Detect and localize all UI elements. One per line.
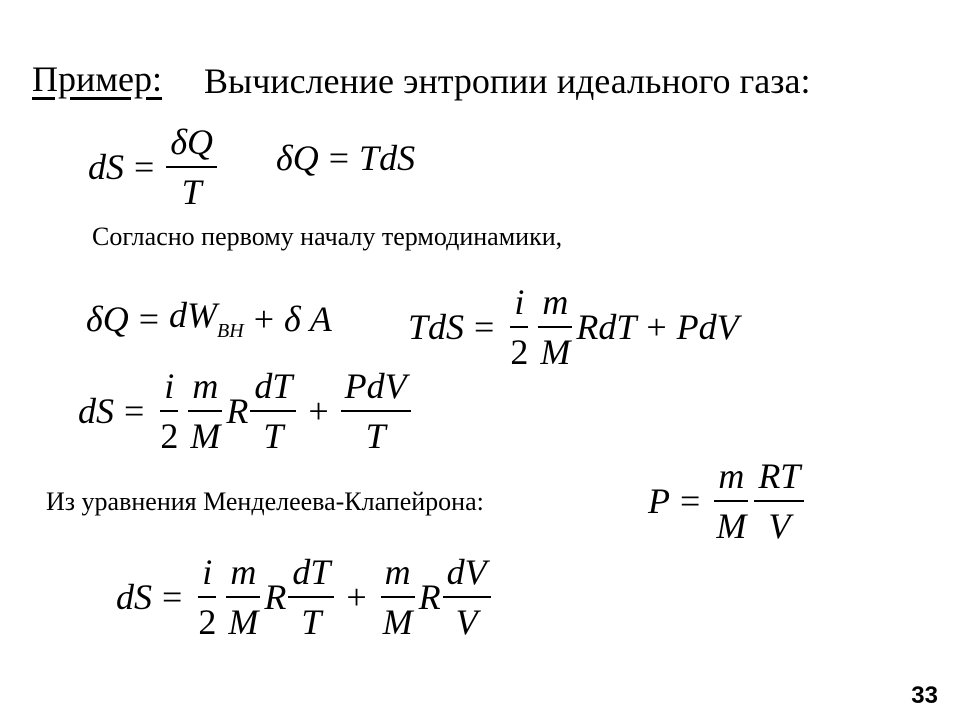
formula-ds-expanded: dS = $\frac{i}{2}$ $\frac{m}{M}$ R $\frac{dT}{T}$ + $\frac{\text{PdV}}{T}$ [78,362,413,460]
slide-title: Вычисление энтропии идеального газа: [204,61,811,101]
formula-clapeyron: P = $\frac{m}{M}$ $\frac{RT}{V}$ [648,452,806,550]
formula-tds-expanded: TdS = $\frac{i}{2}$ $\frac{m}{M}$ RdT + PdV [408,278,739,376]
example-label: Пример: [32,59,163,99]
formula-entropy-definition: dS = $\frac{\delta Q}{T}$ [88,118,219,216]
mendeleev-text: Из уравнения Менделеева-Клапейрона: [46,487,484,516]
formula-ds-final: dS = $\frac{i}{2}$ $\frac{m}{M}$ R $\frac{dT}{T}$ + $\frac{m}{M}$ R $\frac{dV}{V}$ [116,548,493,646]
formula-heat-tds: δQ = TdS [276,138,416,178]
first-law-text: Согласно первому началу термодинамики, [92,222,563,251]
formula-first-law: δQ = $dW_{ВН}$ + δ A [86,295,332,342]
page-number: 33 [911,682,938,709]
